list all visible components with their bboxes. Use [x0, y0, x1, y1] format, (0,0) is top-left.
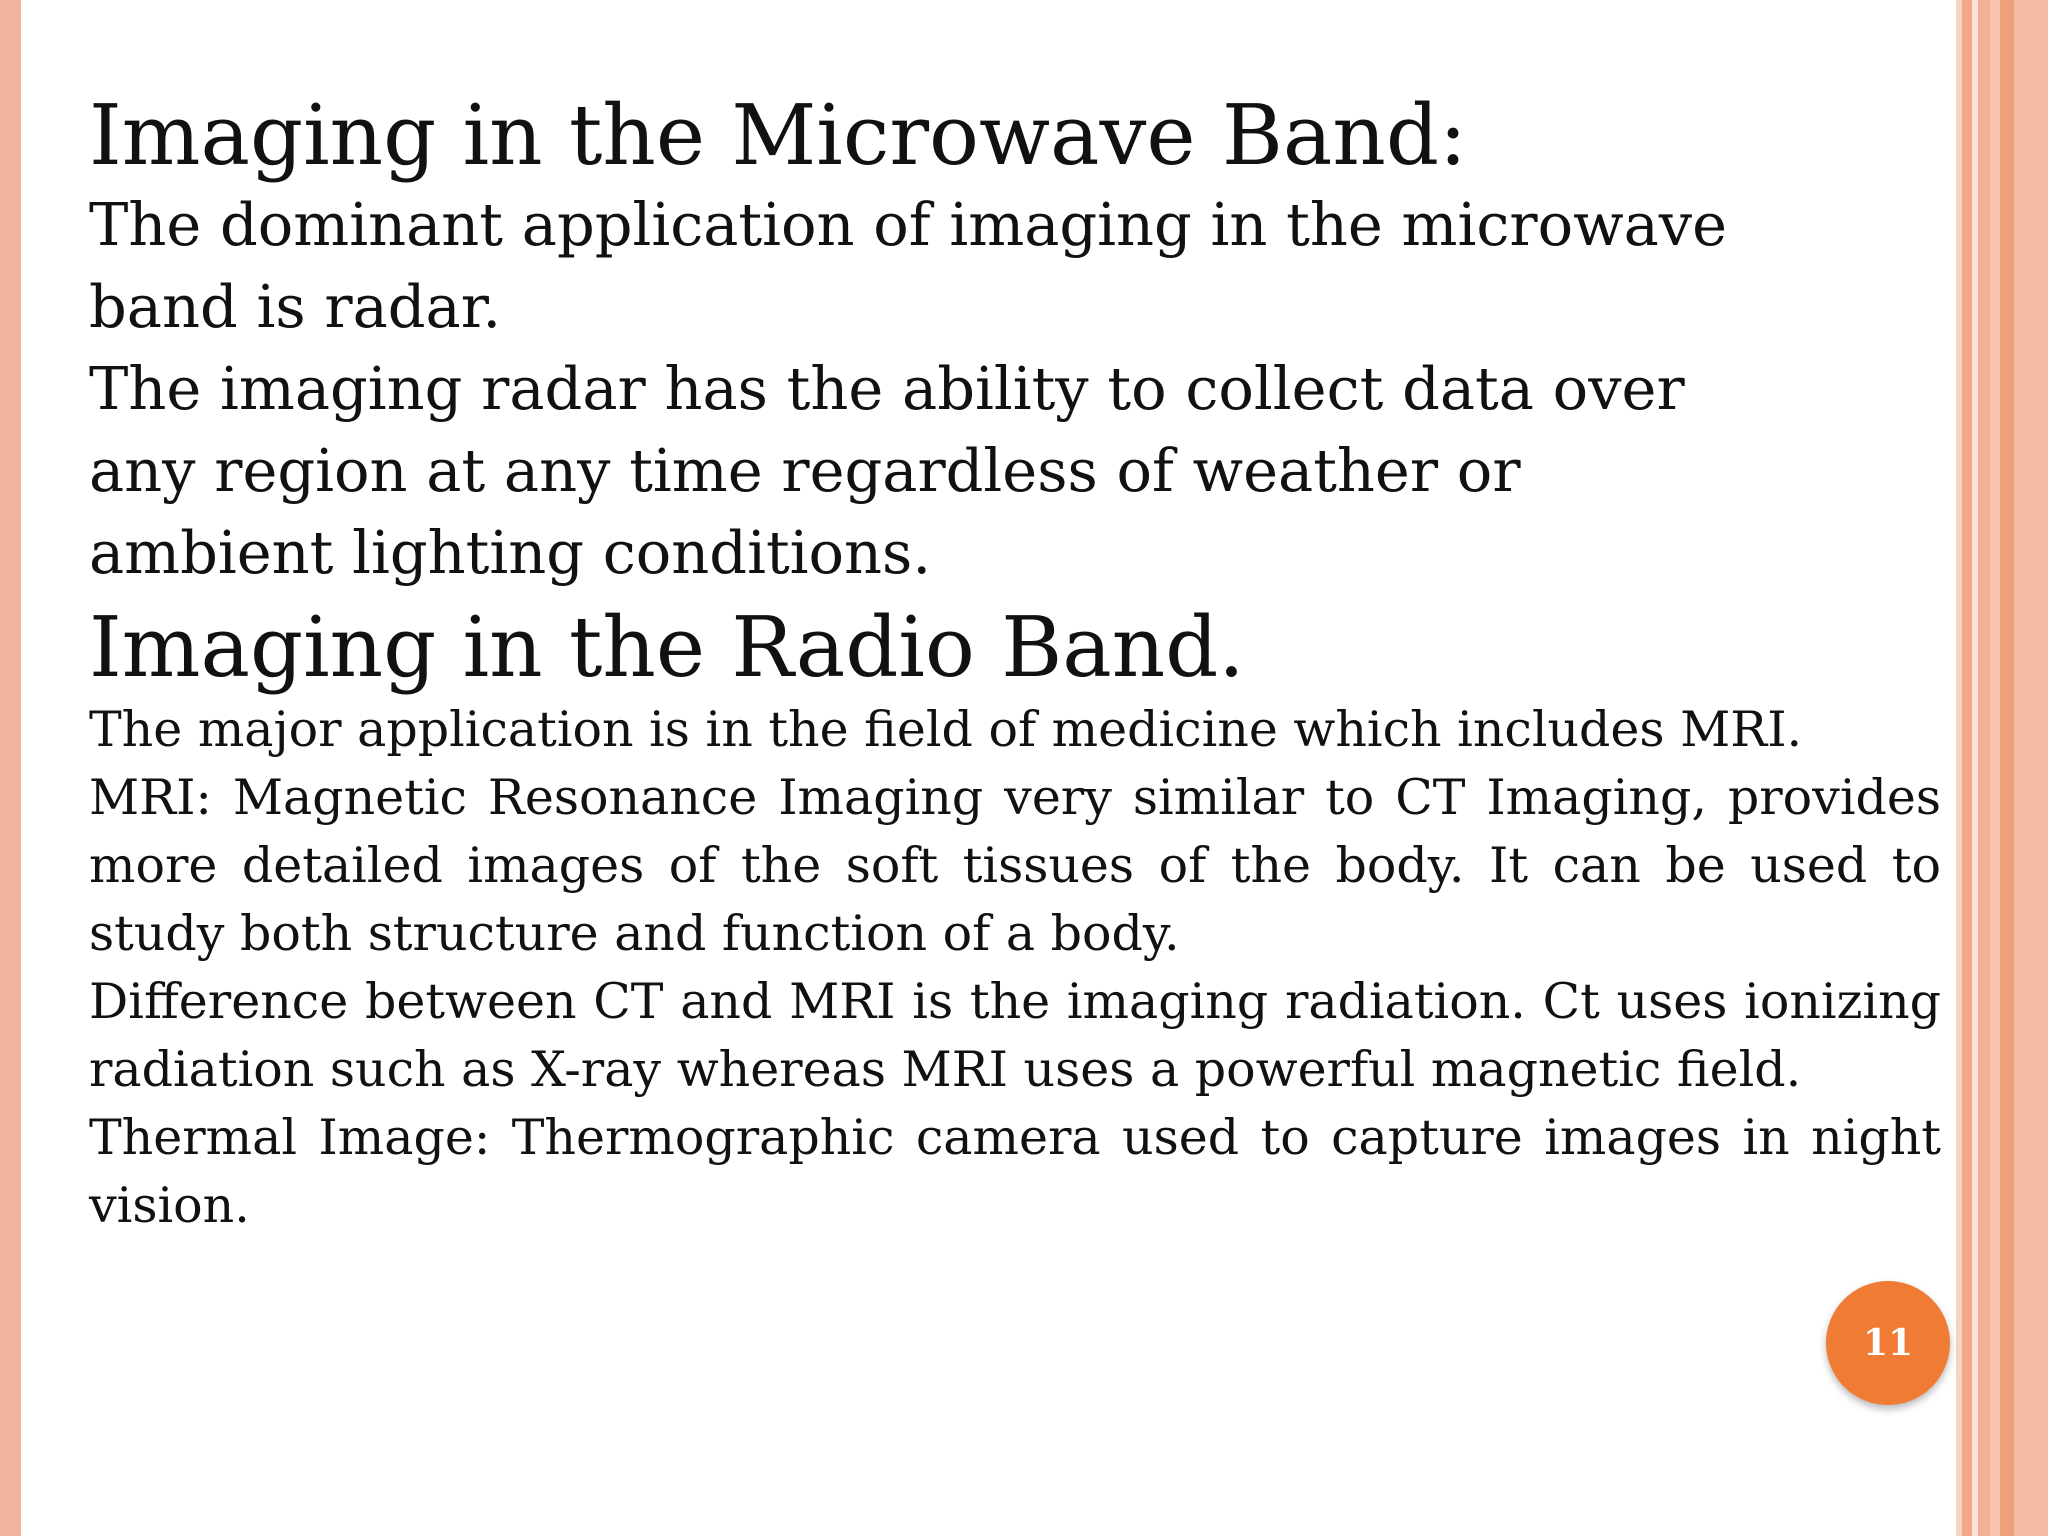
- microwave-text-line: band is radar.: [89, 272, 502, 341]
- microwave-text-line: The imaging radar has the ability to collect data over: [89, 354, 1685, 423]
- right-border-stripe: [1990, 0, 2000, 1536]
- microwave-text-line: ambient lighting conditions.: [89, 518, 932, 587]
- page-number-badge: 11: [1826, 1281, 1950, 1405]
- right-border-stripe: [1978, 0, 1990, 1536]
- microwave-text-line: The dominant application of imaging in the microwave: [89, 190, 1728, 259]
- heading-radio-band: Imaging in the Radio Band.: [89, 599, 1245, 696]
- radio-paragraph-ct-vs-mri: Difference between CT and MRI is the imaging radiation. Ct uses ionizing radiation such as X-ray whereas MRI uses a powerful magnetic field.: [89, 973, 1941, 1098]
- right-border-stripe: [2000, 0, 2014, 1536]
- microwave-text-line: any region at any time regardless of weather or: [89, 436, 1521, 505]
- left-border-stripe: [0, 0, 21, 1536]
- right-border-stripe: [1962, 0, 1972, 1536]
- radio-paragraph-thermal-image: Thermal Image: Thermographic camera used to capture images in night vision.: [89, 1109, 1941, 1234]
- radio-paragraph-mri-medicine: The major application is in the field of medicine which includes MRI.: [89, 701, 1803, 758]
- heading-microwave-band: Imaging in the Microwave Band:: [89, 87, 1467, 184]
- slide-content: [89, 88, 1941, 1240]
- right-border-stripe: [2014, 0, 2048, 1536]
- radio-paragraph-mri-definition: MRI: Magnetic Resonance Imaging very similar to CT Imaging, provides more detailed images of the soft tissues of the body. It can be used to study both structure and function of a body.: [89, 769, 1941, 962]
